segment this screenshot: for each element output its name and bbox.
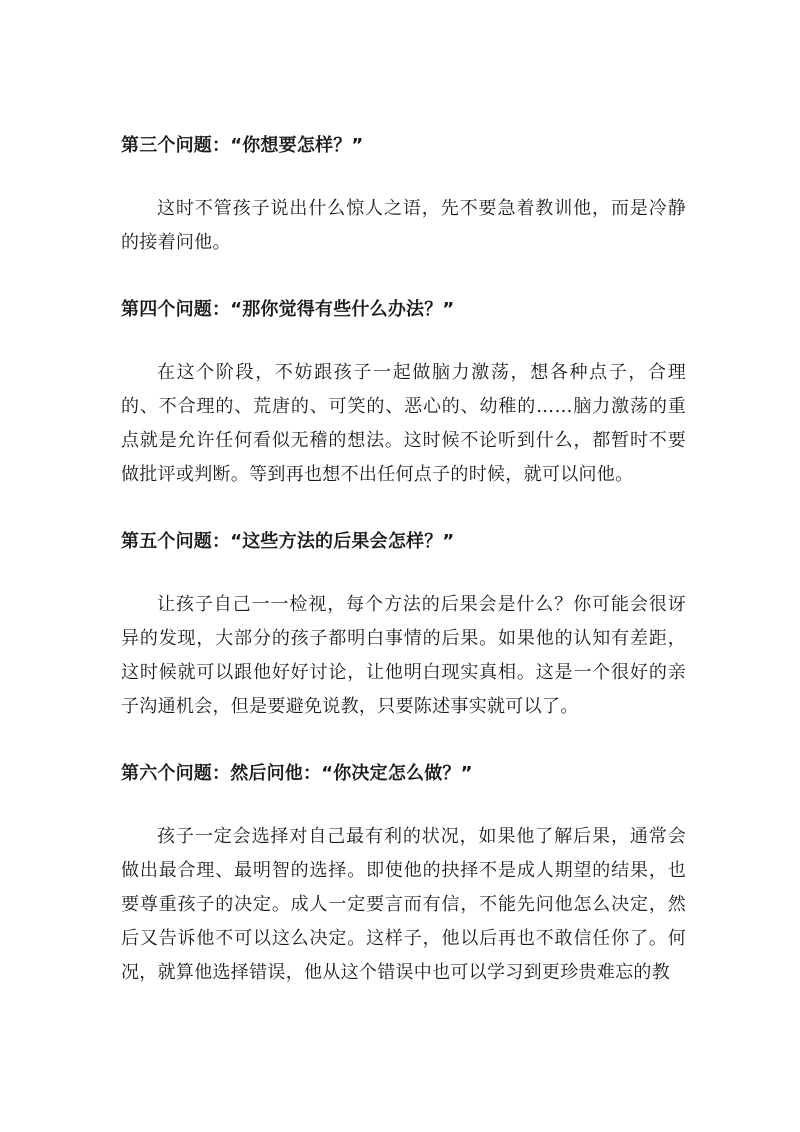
section-heading-5: 第五个问题：“这些方法的后果会怎样？” <box>121 531 455 552</box>
section-heading-6: 第六个问题：然后问他：“你决定怎么做？” <box>121 763 473 784</box>
section-paragraph-6: 孩子一定会选择对自己最有利的状况，如果他了解后果，通常会做出最合理、最明智的选择。即使他的抉择不是成人期望的结果，也要尊重孩子的决定。成人一定要言而有信，不能先问他怎么决定，然后又告诉他不可以这么决定。这样子，他以后再也不敢信任你了。何况，就算他选择错误，他从这个错误中也可以学习到更珍贵难忘的教 <box>121 826 686 983</box>
section-paragraph-5: 让孩子自己一一检视，每个方法的后果会是什么？你可能会很讶异的发现，大部分的孩子都明白事情的后果。如果他的认知有差距，这时候就可以跟他好好讨论，让他明白现实真相。这是一个很好的亲子沟通机会，但是要避免说教，只要陈述事实就可以了。 <box>121 594 686 717</box>
section-paragraph-4: 在这个阶段，不妨跟孩子一起做脑力激荡，想各种点子，合理的、不合理的、荒唐的、可笑的、恶心的、幼稚的……脑力激荡的重点就是允许任何看似无稽的想法。这时候不论听到什么，都暂时不要做批评或判断。等到再也想不出任何点子的时候，就可以问他。 <box>121 362 686 485</box>
section-heading-4: 第四个问题：“那你觉得有些什么办法？” <box>121 299 455 320</box>
section-paragraph-3: 这时不管孩子说出什么惊人之语，先不要急着教训他，而是冷静的接着问他。 <box>121 198 686 253</box>
section-heading-3: 第三个问题：“你想要怎样？” <box>121 135 364 156</box>
document-body <box>121 130 686 990</box>
